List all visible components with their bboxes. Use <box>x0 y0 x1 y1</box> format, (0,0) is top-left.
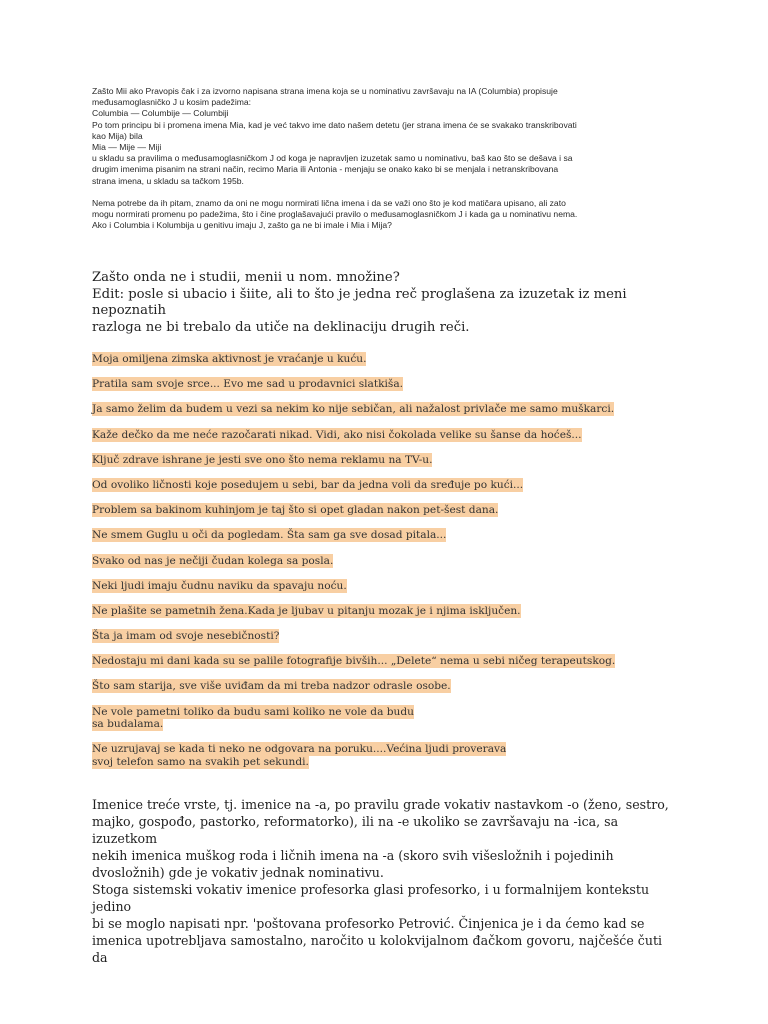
quote-item <box>92 529 652 542</box>
text-line: međusamoglasničko J u kosim padežima: <box>92 97 252 108</box>
quote-item <box>92 454 652 467</box>
quote-item <box>92 555 652 568</box>
text-line: Po tom principu bi i promena imena Mia, kad je već takvo ime dato našem detetu (jer strana imena će se svakako transkribovati <box>92 119 577 130</box>
highlighted-quote: Pratila sam svoje srce... Evo me sad u prodavnici slatkiša. <box>92 378 404 391</box>
text-line: razloga ne bi trebalo da utiče na deklinaciju drugih reči. <box>92 319 470 335</box>
text-line: nekih imenica muškog roda i ličnih imena na -a (skoro svih višesložnih i pojedinih <box>92 848 614 863</box>
paragraph-gap <box>92 187 662 198</box>
highlighted-quote: Svako od nas je nečiji čudan kolega sa posla. <box>92 554 334 567</box>
text-line: u skladu sa pravilima o međusamoglasničkom J od koga je napravljen izuzetak samo u nominativu, baš kao što se dešava i sa <box>92 153 573 164</box>
highlighted-quote: Što sam starija, sve više uviđam da mi treba nadzor odrasle osobe. <box>92 680 451 693</box>
highlighted-quote: Ne uzrujavaj se kada ti neko ne odgovara na poruku....Većina ljudi proverava svoj telefon samo na svakih pet sekundi. <box>92 743 507 768</box>
highlighted-quote: Kaže dečko da me neće razočarati nikad. Vidi, ako nisi čokolada velike su šanse da hoćeš... <box>92 428 582 441</box>
text-line: Zašto onda ne i studii, menii u nom. množine? <box>92 270 400 285</box>
text-line: drugim imenima pisanim na strani način, recimo Maria ili Antonia - menjaju se onako kako bi se menjala i netranskribovana <box>92 164 559 175</box>
quote-item <box>92 403 652 416</box>
text-line: majko, gospođo, pastorko, reformatorko), ili na -e ukoliko se završavaju na -ica, sa izuzetkom <box>92 814 619 846</box>
quote-item <box>92 479 652 492</box>
text-line: imenica upotrebljava samostalno, naročito u kolokvijalnom đačkom govoru, najčešće čuti da <box>92 933 663 965</box>
text-line: Mia — Mije — Miji <box>92 142 162 153</box>
text-line: kao Mija) bila <box>92 130 143 141</box>
text-line: bi se moglo napisati npr. 'poštovana profesorko Petrović. Činjenica je i da ćemo kad se <box>92 916 645 931</box>
quote-item <box>92 504 652 517</box>
text-line: dvosložnih) gde je vokativ jednak nominativu. <box>92 865 384 880</box>
highlighted-quote: Ne plašite se pametnih žena.Kada je ljubav u pitanju mozak je i njima isključen. <box>92 604 521 617</box>
text-line: mogu normirati promenu po padežima, što i čine proglašavajući pravilo o međusamoglasničkom J i kada ga u nominativu nema. <box>92 209 578 220</box>
text-line: Columbia — Columbije — Columbiji <box>92 108 229 119</box>
highlighted-quote: Neki ljudi imaju čudnu naviku da spavaju noću. <box>92 579 347 592</box>
highlighted-quotes-list <box>92 353 652 781</box>
highlighted-quote: Ne smem Guglu u oči da pogledam. Šta sam ga sve dosad pitala... <box>92 529 447 542</box>
highlighted-quote: Od ovoliko ličnosti koje posedujem u sebi, bar da jedna voli da sređuje po kući... <box>92 478 524 491</box>
text-line: Nema potrebe da ih pitam, znamo da oni ne mogu normirati lična imena i da se važi ono što je kod matičara upisano, ali zato <box>92 197 566 208</box>
highlighted-quote: Problem sa bakinom kuhinjom je taj što si opet gladan nakon pet-šest dana. <box>92 504 499 517</box>
text-line: strana imena, u skladu sa tačkom 195b. <box>92 175 244 186</box>
quote-item <box>92 655 652 668</box>
text-line: Ako i Columbia i Kolumbija u genitivu imaju J, zašto ga ne bi imale i Mia i Mija? <box>92 220 392 231</box>
quote-item <box>92 378 652 391</box>
highlighted-quote: Ja samo želim da budem u vezi sa nekim ko nije sebičan, ali nažalost privlače me samo muškarci. <box>92 403 615 416</box>
reply-paragraph <box>92 270 692 336</box>
text-line: Stoga sistemski vokativ imenice profesorka glasi profesorko, i u formalnijem kontekstu jedino <box>92 882 650 914</box>
quote-item <box>92 605 652 618</box>
text-line: Edit: posle si ubacio i šiite, ali to što je jedna reč proglašena za izuzetak iz meni nepoznatih <box>92 286 627 319</box>
highlighted-quote: Nedostaju mi dani kada su se palile fotografije bivših... „Delete“ nema u sebi ničeg terapeutskog. <box>92 655 616 668</box>
highlighted-quote: Moja omiljena zimska aktivnost je vraćanje u kuću. <box>92 353 367 365</box>
text-line: Zašto Mii ako Pravopis čak i za izvorno napisana strana imena koja se u nominativu završavaju na IA (Columbia) propisuje <box>92 86 558 96</box>
highlighted-quote: Ne vole pametni toliko da budu sami koliko ne vole da budu sa budalama. <box>92 705 414 731</box>
highlighted-quote: Šta ja imam od svoje nesebičnosti? <box>92 630 280 643</box>
quote-item <box>92 429 652 442</box>
quote-item <box>92 743 652 768</box>
quote-item <box>92 706 652 731</box>
grammar-paragraph <box>92 796 672 966</box>
quote-item <box>92 353 652 366</box>
quote-item <box>92 680 652 693</box>
quote-item <box>92 630 652 643</box>
intro-paragraph <box>92 86 662 231</box>
text-line: Imenice treće vrste, tj. imenice na -a, po pravilu grade vokativ nastavkom -o (ženo, sestro, <box>92 797 669 812</box>
quote-item <box>92 580 652 593</box>
highlighted-quote: Ključ zdrave ishrane je jesti sve ono što nema reklamu na TV-u. <box>92 453 433 466</box>
